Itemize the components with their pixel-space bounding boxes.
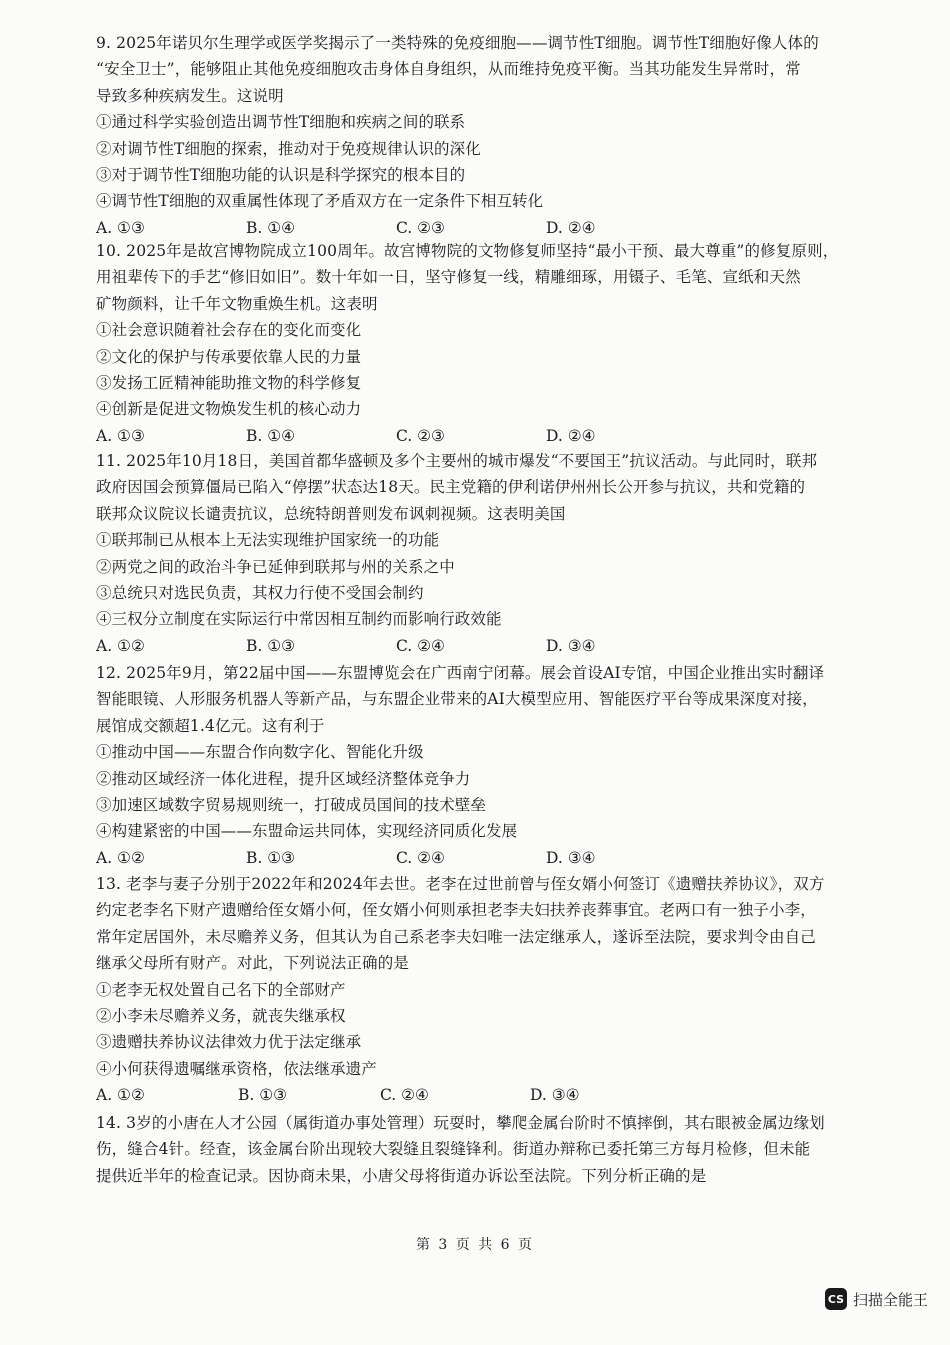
choice-a: A. ①② xyxy=(96,636,145,655)
choice-c: C. ②③ xyxy=(396,426,445,445)
question-13 xyxy=(96,871,886,1109)
statement-option: ④构建紧密的中国——东盟命运共同体，实现经济同质化发展 xyxy=(96,822,518,841)
choice-b: B. ①③ xyxy=(238,1086,288,1105)
answer-choices xyxy=(96,1082,886,1108)
choice-b: B. ①④ xyxy=(246,218,296,237)
question-stem-line: 继承父母所有财产。对此，下列说法正确的是 xyxy=(96,954,410,973)
statement-option: ①社会意识随着社会存在的变化而变化 xyxy=(96,321,362,340)
statement-option: ④创新是促进文物焕发生机的核心动力 xyxy=(96,400,362,419)
question-stem-line: 展馆成交额超1.4亿元。这有利于 xyxy=(96,716,325,735)
statement-option: ④小何获得遗嘱继承资格，依法继承遗产 xyxy=(96,1059,377,1078)
statement-option: ④三权分立制度在实际运行中常因相互制约而影响行政效能 xyxy=(96,610,502,629)
statement-option: ③总统只对选民负责，其权力行使不受国会制约 xyxy=(96,583,424,602)
choice-c: C. ②④ xyxy=(396,636,445,655)
choice-c: C. ②④ xyxy=(396,848,445,867)
choice-d: D. ③④ xyxy=(546,636,596,655)
statement-option: ②推动区域经济一体化进程，提升区域经济整体竞争力 xyxy=(96,769,471,788)
question-stem-line: 13. 老李与妻子分别于2022年和2024年去世。老李在过世前曾与侄女婿小何签订《遗赠扶养协议》，双方 xyxy=(96,875,825,893)
question-stem-line: 常年定居国外，未尽赡养义务，但其认为自己系老李夫妇唯一法定继承人，遂诉至法院，要求判令由自己 xyxy=(96,927,816,946)
choice-a: A. ①② xyxy=(96,1086,145,1105)
choice-b: B. ①③ xyxy=(246,848,296,867)
statement-option: ④调节性T细胞的双重属性体现了矛盾双方在一定条件下相互转化 xyxy=(96,192,544,211)
answer-choices xyxy=(96,845,886,871)
question-stem-line: 导致多种疾病发生。这说明 xyxy=(96,86,284,105)
question-stem-line: 10. 2025年是故宫博物院成立100周年。故宫博物院的文物修复师坚持“最小干预、最大尊重”的修复原则， xyxy=(96,242,839,260)
choice-a: A. ①③ xyxy=(96,218,145,237)
choice-b: B. ①④ xyxy=(246,426,296,445)
statement-option: ②小李未尽赡养义务，就丧失继承权 xyxy=(96,1006,346,1025)
answer-choices xyxy=(96,633,886,659)
question-stem-line: 14. 3岁的小唐在人才公园（属街道办事处管理）玩耍时，攀爬金属台阶时不慎摔倒，其右眼被金属边缘划 xyxy=(96,1114,825,1132)
choice-c: C. ②③ xyxy=(396,218,445,237)
question-12 xyxy=(96,660,886,871)
statement-option: ②两党之间的政治斗争已延伸到联邦与州的关系之中 xyxy=(96,557,455,576)
choice-d: D. ②④ xyxy=(546,426,596,445)
question-stem-line: 智能眼镜、人形服务机器人等新产品，与东盟企业带来的AI大模型应用、智能医疗平台等成果深度对接， xyxy=(96,690,818,709)
statement-option: ③遗赠扶养协议法律效力优于法定继承 xyxy=(96,1033,362,1052)
statement-option: ③对于调节性T细胞功能的认识是科学探究的根本目的 xyxy=(96,165,466,184)
question-10 xyxy=(96,238,886,449)
choice-d: D. ③④ xyxy=(530,1086,580,1105)
statement-option: ③发扬工匠精神能助推文物的科学修复 xyxy=(96,373,362,392)
question-stem-line: 11. 2025年10月18日，美国首都华盛顿及多个主要州的城市爆发“不要国王”抗议活动。与此同时，联邦 xyxy=(96,452,818,470)
question-stem-line: 9. 2025年诺贝尔生理学或医学奖揭示了一类特殊的免疫细胞——调节性T细胞。调节性T细胞好像人体的 xyxy=(96,34,819,52)
question-stem-line: 约定老李名下财产遗赠给侄女婿小何，侄女婿小何则承担老李夫妇扶养丧葬事宜。老两口有一独子小李， xyxy=(96,901,816,920)
scanner-watermark xyxy=(825,1288,928,1310)
choice-a: A. ①③ xyxy=(96,426,145,445)
question-stem-line: 政府因国会预算僵局已陷入“停摆”状态达18天。民主党籍的伊利诺伊州州长公开参与抗议，共和党籍的 xyxy=(96,478,806,497)
camscanner-logo-icon: CS xyxy=(825,1288,847,1310)
statement-option: ②对调节性T细胞的探索，推动对于免疫规律认识的深化 xyxy=(96,139,481,158)
question-stem-line: 矿物颜料，让千年文物重焕生机。这表明 xyxy=(96,294,378,313)
question-stem-line: 提供近半年的检查记录。因协商未果，小唐父母将街道办诉讼至法院。下列分析正确的是 xyxy=(96,1166,707,1185)
statement-option: ①联邦制已从根本上无法实现维护国家统一的功能 xyxy=(96,531,440,550)
question-14 xyxy=(96,1110,886,1189)
choice-a: A. ①② xyxy=(96,848,145,867)
page-number: 第 3 页 共 6 页 xyxy=(415,1237,535,1253)
choice-b: B. ①③ xyxy=(246,636,296,655)
question-11 xyxy=(96,448,886,659)
scanner-app-name: 扫描全能王 xyxy=(852,1290,928,1309)
statement-option: ①推动中国——东盟合作向数字化、智能化升级 xyxy=(96,743,424,762)
question-stem-line: 用祖辈传下的手艺“修旧如旧”。数十年如一日，坚守修复一线，精雕细琢，用镊子、毛笔、宣纸和天然 xyxy=(96,268,801,287)
question-stem-line: 伤，缝合4针。经查，该金属台阶出现较大裂缝且裂缝锋利。街道办辩称已委托第三方每月检修，但未能 xyxy=(96,1140,811,1159)
statement-option: ②文化的保护与传承要依靠人民的力量 xyxy=(96,347,362,366)
question-9 xyxy=(96,30,886,241)
choice-d: D. ②④ xyxy=(546,218,596,237)
statement-option: ①老李无权处置自己名下的全部财产 xyxy=(96,980,346,999)
statement-option: ①通过科学实验创造出调节性T细胞和疾病之间的联系 xyxy=(96,113,466,132)
choice-d: D. ③④ xyxy=(546,848,596,867)
question-stem-line: “安全卫士”，能够阻止其他免疫细胞攻击身体自身组织，从而维持免疫平衡。当其功能发生异常时，常 xyxy=(96,60,801,79)
choice-c: C. ②④ xyxy=(380,1086,429,1105)
statement-option: ③加速区域数字贸易规则统一，打破成员国间的技术壁垒 xyxy=(96,795,487,814)
question-stem-line: 联邦众议院议长谴责抗议，总统特朗普则发布讽刺视频。这表明美国 xyxy=(96,504,566,523)
question-stem-line: 12. 2025年9月，第22届中国——东盟博览会在广西南宁闭幕。展会首设AI专馆，中国企业推出实时翻译 xyxy=(96,664,825,682)
answer-choices xyxy=(96,423,886,449)
